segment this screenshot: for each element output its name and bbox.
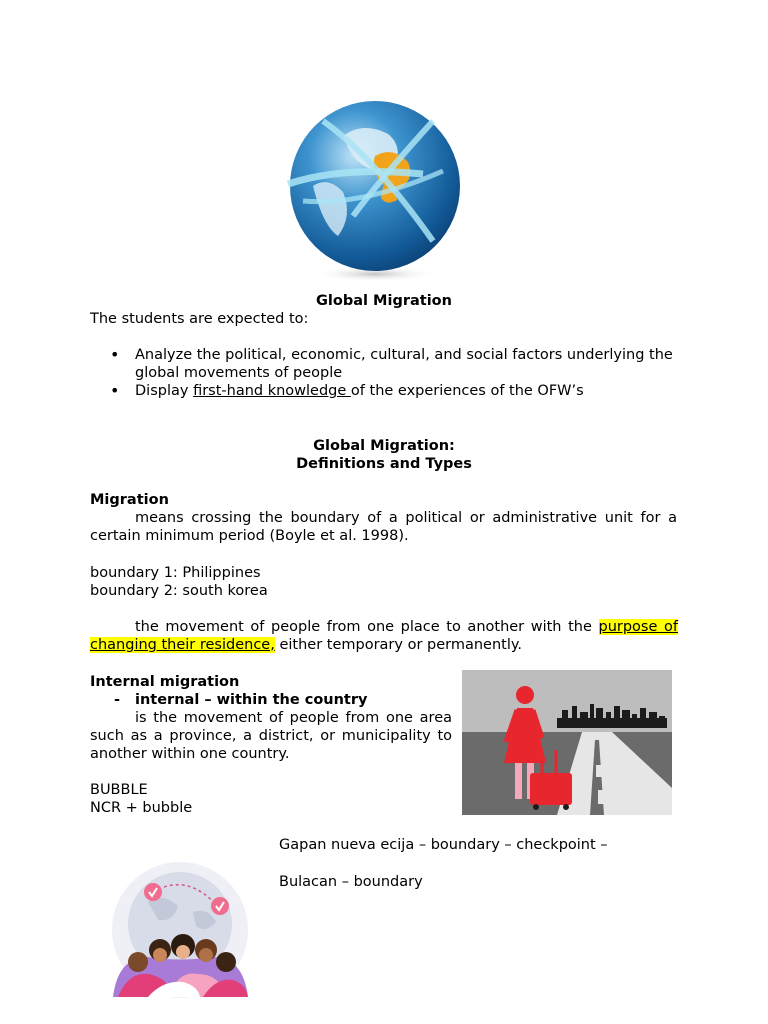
- objective-suffix: of the experiences of the OFW’s: [350, 383, 584, 399]
- internal-subheading: internal – within the country: [135, 692, 368, 708]
- objectives-list: [90, 346, 690, 400]
- migration-heading: Migration: [90, 492, 169, 508]
- boundary-1: boundary 1: Philippines: [90, 565, 261, 581]
- traveler-road-image: [462, 670, 672, 815]
- movement-prefix: the movement of people from one place to another with the: [135, 619, 599, 635]
- migration-definition: means crossing the boundary of a political or administrative unit for a certain minimum period (Boyle et al. 1998).: [90, 510, 677, 544]
- section-heading-line2: Definitions and Types: [296, 456, 472, 472]
- objective-underlined: first-hand knowledge: [193, 383, 351, 399]
- movement-suffix: either temporary or permanently.: [274, 637, 522, 653]
- page-title: Global Migration: [316, 293, 452, 309]
- section-heading-line1: Global Migration:: [313, 438, 455, 454]
- list-item: [90, 382, 690, 400]
- globe-icon: [283, 96, 463, 284]
- ncr-text: NCR + bubble: [90, 800, 193, 816]
- internal-dash: -: [114, 692, 121, 708]
- bubble-text: BUBBLE: [90, 782, 148, 798]
- movement-text: [90, 618, 678, 654]
- highlighted-phrase: purpose of changing their residence,: [90, 619, 678, 653]
- boundary-2: boundary 2: south korea: [90, 583, 268, 599]
- gapan-note: Gapan nueva ecija – boundary – checkpoint –: [279, 837, 608, 853]
- internal-heading: Internal migration: [90, 674, 240, 690]
- objective-prefix: Display: [135, 383, 194, 399]
- bulacan-note: Bulacan – boundary: [279, 874, 423, 890]
- intro-text: The students are expected to:: [90, 311, 309, 327]
- objective-text: Analyze the political, economic, cultural, and social factors underlying the global movements of people: [135, 347, 673, 381]
- crowd-globe-image: [108, 862, 253, 1002]
- internal-definition: is the movement of people from one area such as a province, a district, or municipality to another within one country.: [90, 710, 452, 762]
- list-item: [90, 346, 690, 382]
